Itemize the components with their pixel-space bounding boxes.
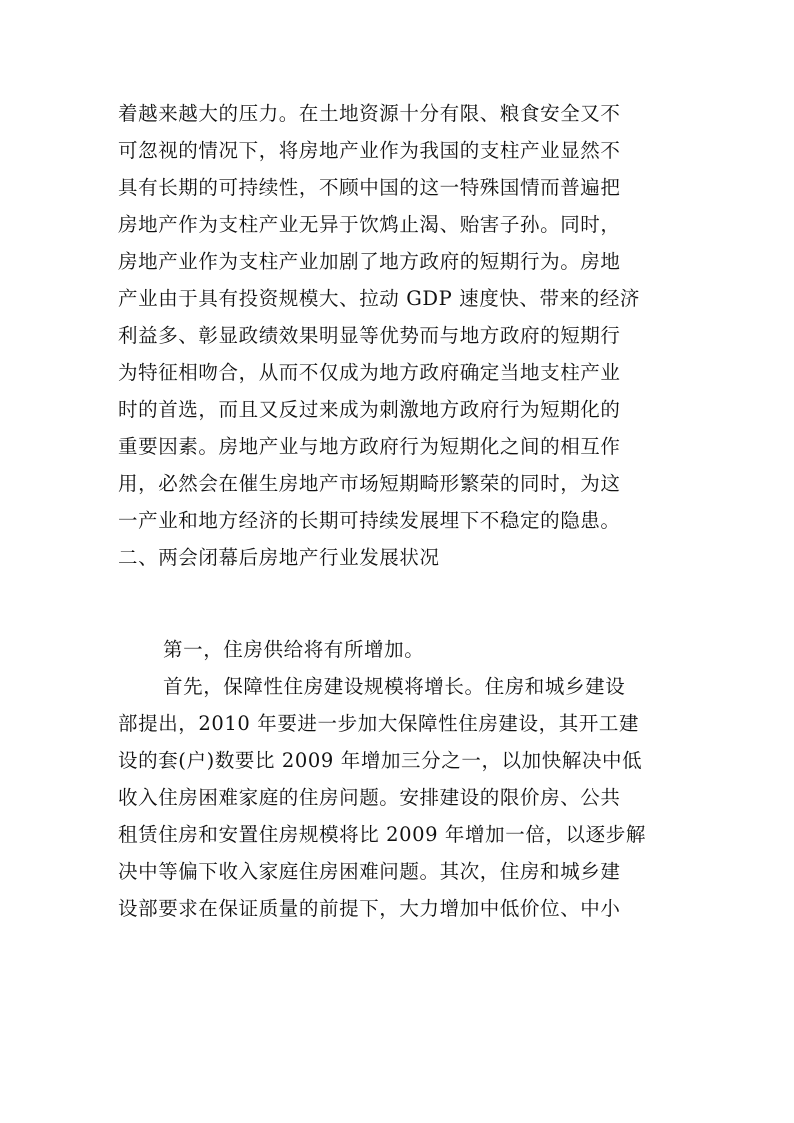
body-text-line: 一产业和地方经济的长期可持续发展埋下不稳定的隐患。 [118, 509, 621, 532]
body-text-line: 为特征相吻合，从而不仅成为地方政府确定当地支柱产业 [118, 361, 621, 384]
body-text-line: 房地产业作为支柱产业加剧了地方政府的短期行为。房地 [118, 250, 621, 273]
body-text-line: 部提出，2010 年要进一步加大保障性住房建设，其开工建 [118, 712, 640, 735]
body-text-line: 可忽视的情况下，将房地产业作为我国的支柱产业显然不 [118, 139, 621, 162]
body-text-line: 收入住房困难家庭的住房问题。安排建设的限价房、公共 [118, 786, 621, 809]
body-text-line: 着越来越大的压力。在土地资源十分有限、粮食安全又不 [118, 102, 621, 125]
subheading: 第一，住房供给将有所增加。 [163, 638, 425, 661]
body-text-line: 产业由于具有投资规模大、拉动 GDP 速度快、带来的经济 [118, 287, 641, 310]
body-text-line: 具有长期的可持续性，不顾中国的这一特殊国情而普遍把 [118, 176, 621, 199]
body-text-line: 利益多、彰显政绩效果明显等优势而与地方政府的短期行 [118, 324, 621, 347]
body-text-line: 设的套(户)数要比 2009 年增加三分之一，以加快解决中低 [118, 749, 643, 772]
body-text-line: 重要因素。房地产业与地方政府行为短期化之间的相互作 [118, 435, 621, 458]
body-text-line: 首先，保障性住房建设规模将增长。住房和城乡建设 [163, 675, 626, 698]
body-text-line: 设部要求在保证质量的前提下，大力增加中低价位、中小 [118, 897, 621, 920]
body-text-line: 房地产作为支柱产业无异于饮鸩止渴、贻害子孙。同时， [118, 213, 621, 236]
body-text-line: 用，必然会在催生房地产市场短期畸形繁荣的同时，为这 [118, 472, 621, 495]
body-text-line: 决中等偏下收入家庭住房困难问题。其次，住房和城乡建 [118, 860, 621, 883]
section-heading: 二、两会闭幕后房地产行业发展状况 [118, 546, 440, 569]
body-text-line: 租赁住房和安置住房规模将比 2009 年增加一倍，以逐步解 [118, 823, 646, 846]
body-text-line: 时的首选，而且又反过来成为刺激地方政府行为短期化的 [118, 398, 621, 421]
